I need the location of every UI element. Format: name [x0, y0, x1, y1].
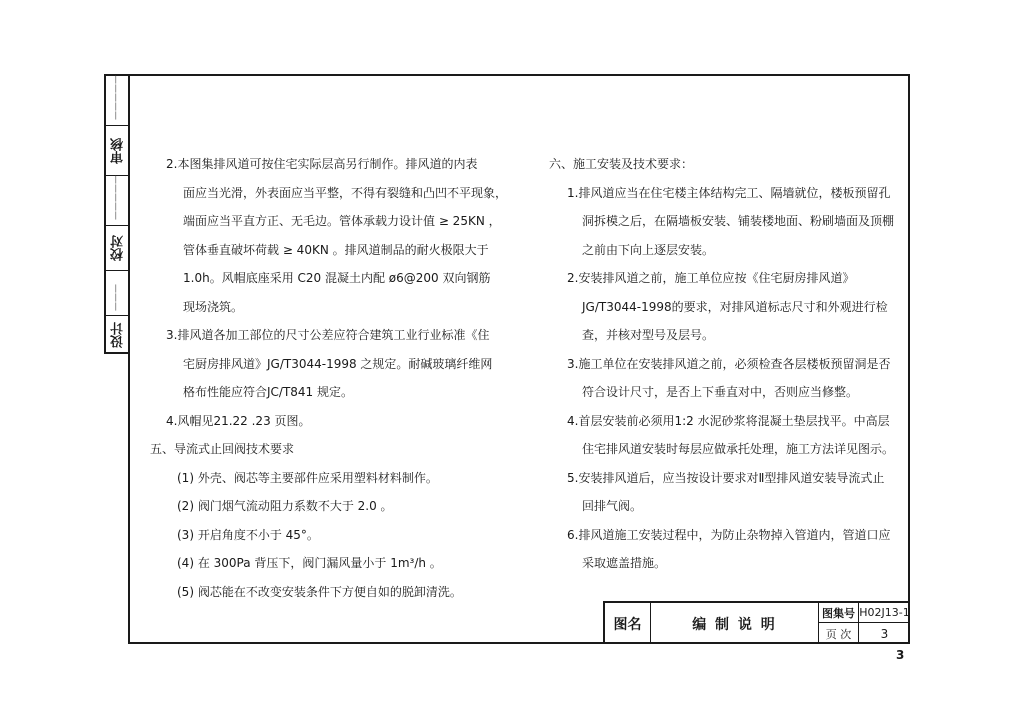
note-line: 查，并核对型号及层号。: [582, 328, 715, 342]
note-line: (5) 阀芯能在不改变安装条件下方便自如的脱卸清洗。: [177, 584, 462, 599]
design-label-cell: [106, 316, 128, 354]
note-line: 洞拆模之后，在隔墙板安装、铺装楼地面、粉刷墙面及顶棚: [582, 214, 895, 228]
drawing-name-label: 图名: [605, 603, 651, 644]
design-label: 设计: [111, 322, 126, 348]
check-label: 校对: [111, 235, 126, 261]
note-line: 采取遮盖措施。: [582, 556, 667, 570]
check-signature: —————: [111, 175, 121, 220]
note-line: 住宅排风道安装时每层应做承托处理，施工方法详见图示。: [582, 442, 895, 456]
note-line: 3.排风道各加工部位的尺寸公差应符合建筑工业行业标准《住: [166, 328, 490, 342]
approval-strip: [104, 74, 128, 354]
design-signature: ———: [111, 284, 121, 311]
note-line: 2.安装排风道之前，施工单位应按《住宅厨房排风道》: [567, 271, 855, 285]
page-value: 3: [880, 626, 889, 641]
design-signature-cell: [106, 271, 128, 316]
note-line: 4.首层安装前必须用1:2 水泥砂浆将混凝土垫层找平。中高层: [567, 413, 890, 428]
left-column: [150, 150, 508, 606]
check-signature-cell: [106, 176, 128, 226]
note-line: 3.施工单位在安装排风道之前，必须检查各层楼板预留洞是否: [567, 356, 891, 371]
note-line: 5.安装排风道后，应当按设计要求对Ⅱ型排风道安装导流式止: [567, 470, 885, 485]
review-signature: —————: [111, 75, 121, 120]
note-line: (4) 在 300Pa 背压下，阀门漏风量小于 1m³/h 。: [177, 556, 442, 570]
review-label-cell: [106, 126, 128, 176]
drawing-title: 编 制 说 明: [651, 603, 819, 644]
note-line: 格布性能应符合JC/T841 规定。: [183, 385, 354, 399]
page-label: 页 次: [819, 623, 859, 644]
note-line: 管体垂直破坏荷载 ≥ 40KN 。排风道制品的耐火极限大于: [183, 242, 489, 257]
note-line: 端面应当平直方正、无毛边。管体承载力设计值 ≥ 25KN ，: [183, 214, 501, 228]
note-line: 4.风帽见21.22 .23 页图。: [166, 413, 311, 428]
page-number: 3: [896, 648, 905, 662]
note-line: 面应当光滑，外表面应当平整，不得有裂缝和凸凹不平现象，: [183, 185, 508, 200]
note-line: 1.0h。风帽底座采用 C20 混凝土内配 ø6@200 双向钢筋: [183, 271, 491, 285]
note-line: (1) 外壳、阀芯等主要部件应采用塑料材料制作。: [177, 470, 438, 485]
right-column: [549, 150, 894, 578]
note-line: 1.排风道应当在住宅楼主体结构完工、隔墙就位，楼板预留孔: [567, 185, 891, 200]
atlas-number: H02J13-1: [859, 603, 910, 623]
note-line: 现场浇筑。: [183, 299, 244, 314]
note-line: (3) 开启角度不小于 45°。: [177, 527, 319, 542]
section-heading: 五、导流式止回阀技术要求: [150, 442, 295, 456]
section-heading: 六、施工安装及技术要求：: [549, 157, 694, 171]
atlas-number-label: 图集号: [819, 603, 859, 623]
review-signature-cell: [106, 76, 128, 126]
review-label: 审核: [111, 138, 126, 164]
note-line: 6.排风道施工安装过程中，为防止杂物掉入管道内，管道口应: [567, 527, 891, 542]
check-label-cell: [106, 226, 128, 271]
note-line: 符合设计尺寸，是否上下垂直对中，否则应当修整。: [582, 385, 859, 399]
title-block: [603, 601, 910, 644]
note-line: 2.本图集排风道可按住宅实际层高另行制作。排风道的内表: [166, 157, 478, 171]
note-line: JG/T3044-1998的要求，对排风道标志尺寸和外观进行检: [582, 299, 888, 314]
note-line: 之前由下向上逐层安装。: [582, 242, 715, 257]
note-line: 回排气阀。: [582, 499, 643, 513]
note-line: 宅厨房排风道》JG/T3044-1998 之规定。耐碱玻璃纤维网: [183, 356, 493, 371]
note-line: (2) 阀门烟气流动阻力系数不大于 2.0 。: [177, 499, 393, 513]
